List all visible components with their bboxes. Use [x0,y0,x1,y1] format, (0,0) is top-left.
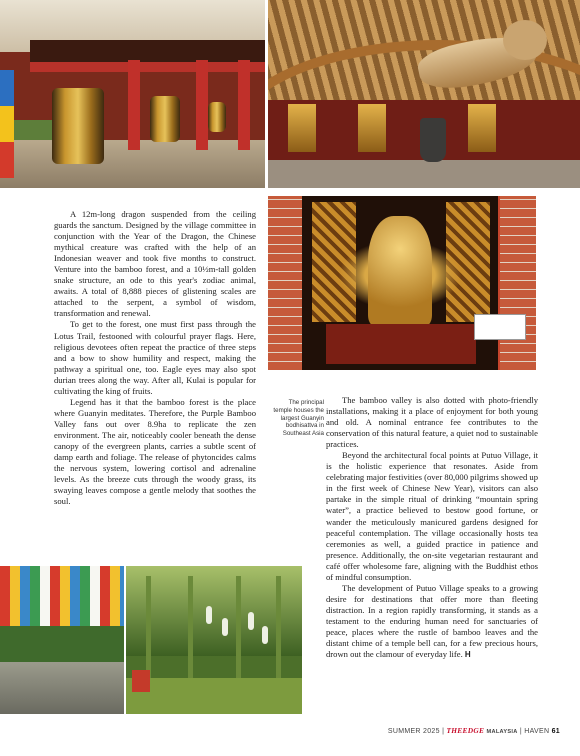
photo-bamboo-garden [126,566,302,714]
section-label: HAVEN [524,728,550,735]
brand-country: MALAYSIA [486,729,518,735]
paragraph: A 12m-long dragon suspended from the ceiling guards the sanctum. Designed by the village committee in conjunction with the Year of the Dragon, the Chinese mythical creature was crafted with the help of an Indonesian weaver and took five months to construct. Venture into the bamboo forest, and a 10½m-tall golden snake structure, an ode to this year's zodiac animal, awaits. A total of 8,888 pieces of glistening scales are attached to the serpent, a symbol of wisdom, transformation and renewal. [54,209,256,319]
page-number: 61 [551,728,560,735]
end-mark: H [464,650,471,660]
photo-caption: The principal temple houses the largest Guanyin bodhisattva in Southeast Asia [273,399,324,438]
paragraph: Legend has it that the bamboo forest is the place where Guanyin meditates. Therefore, the Purple Bamboo Valley fans out over 8.9ha to replicate the zen environment. The air, noticeably cooler beneath the dense canopy of the evergreen plants, carries a subtle scent of damp earth and foliage. The release of phytoncides calms the nervous system, lowering cortisol and adrenaline levels. As the breeze cuts through the woody grass, its swaying leaves compose a gentle melody that soothes the soul. [54,396,256,507]
brand-logo: THEEDGE [446,726,485,735]
paragraph: The bamboo valley is also dotted with photo-friendly installations, making it a place of enjoyment for both young and old. A nominal entrance fee contributes to the conservation of this natural feature, a quiet nod to sustainable practices. [326,395,538,450]
photo-prayer-wheels-corridor [0,0,265,188]
photo-guanyin-statue [268,196,536,370]
issue-label: SUMMER 2025 [387,728,440,735]
photo-prayer-flags-trail [0,566,124,714]
footer-separator: | [442,728,445,735]
footer-separator: | [519,728,522,735]
photo-dragon-hall [268,0,580,188]
article-column-right [326,395,538,660]
page-footer [360,726,560,735]
paragraph: Beyond the architectural focal points at Putuo Village, it is the holistic experience that resonates. Aside from celebrating major festivities (over 80,000 pilgrims showed up in the first week of Chinese New Year), visitors can also partake in the simple ritual of drinking “mountain spring water”, a practice believed to bestow good fortune, or wander the meticulously manicured gardens designed for peaceful contemplation. The village occasionally hosts tea ceremonies as well, a guided practice in patience and presence. Additionally, the on-site vegetarian restaurant and café offer wholesome fare, aligning with the Buddhist ethos of mindful consumption. [326,450,538,582]
paragraph: To get to the forest, one must first pass through the Lotus Trail, festooned with colourful prayer flags. Here, religious devotees often repeat the practice of three steps and a bow to show humility and respect, making the pathway a spiritual one, too. Eagle eyes may also spot durian trees along the way. After all, Kulai is popular for cultivating the king of fruits. [54,319,256,396]
paragraph [326,583,538,660]
paragraph-text: The development of Putuo Village speaks to a growing desire for destinations that offer more than fleeting distraction. In a region rapidly transforming, it stands as a testament to the enduring human need for sanctuaries of peace, places where the rustle of bamboo leaves and the distant chime of a temple bell can, for a few precious hours, drown out the clamour of everyday life. [326,582,538,660]
article-column-left [54,209,256,507]
